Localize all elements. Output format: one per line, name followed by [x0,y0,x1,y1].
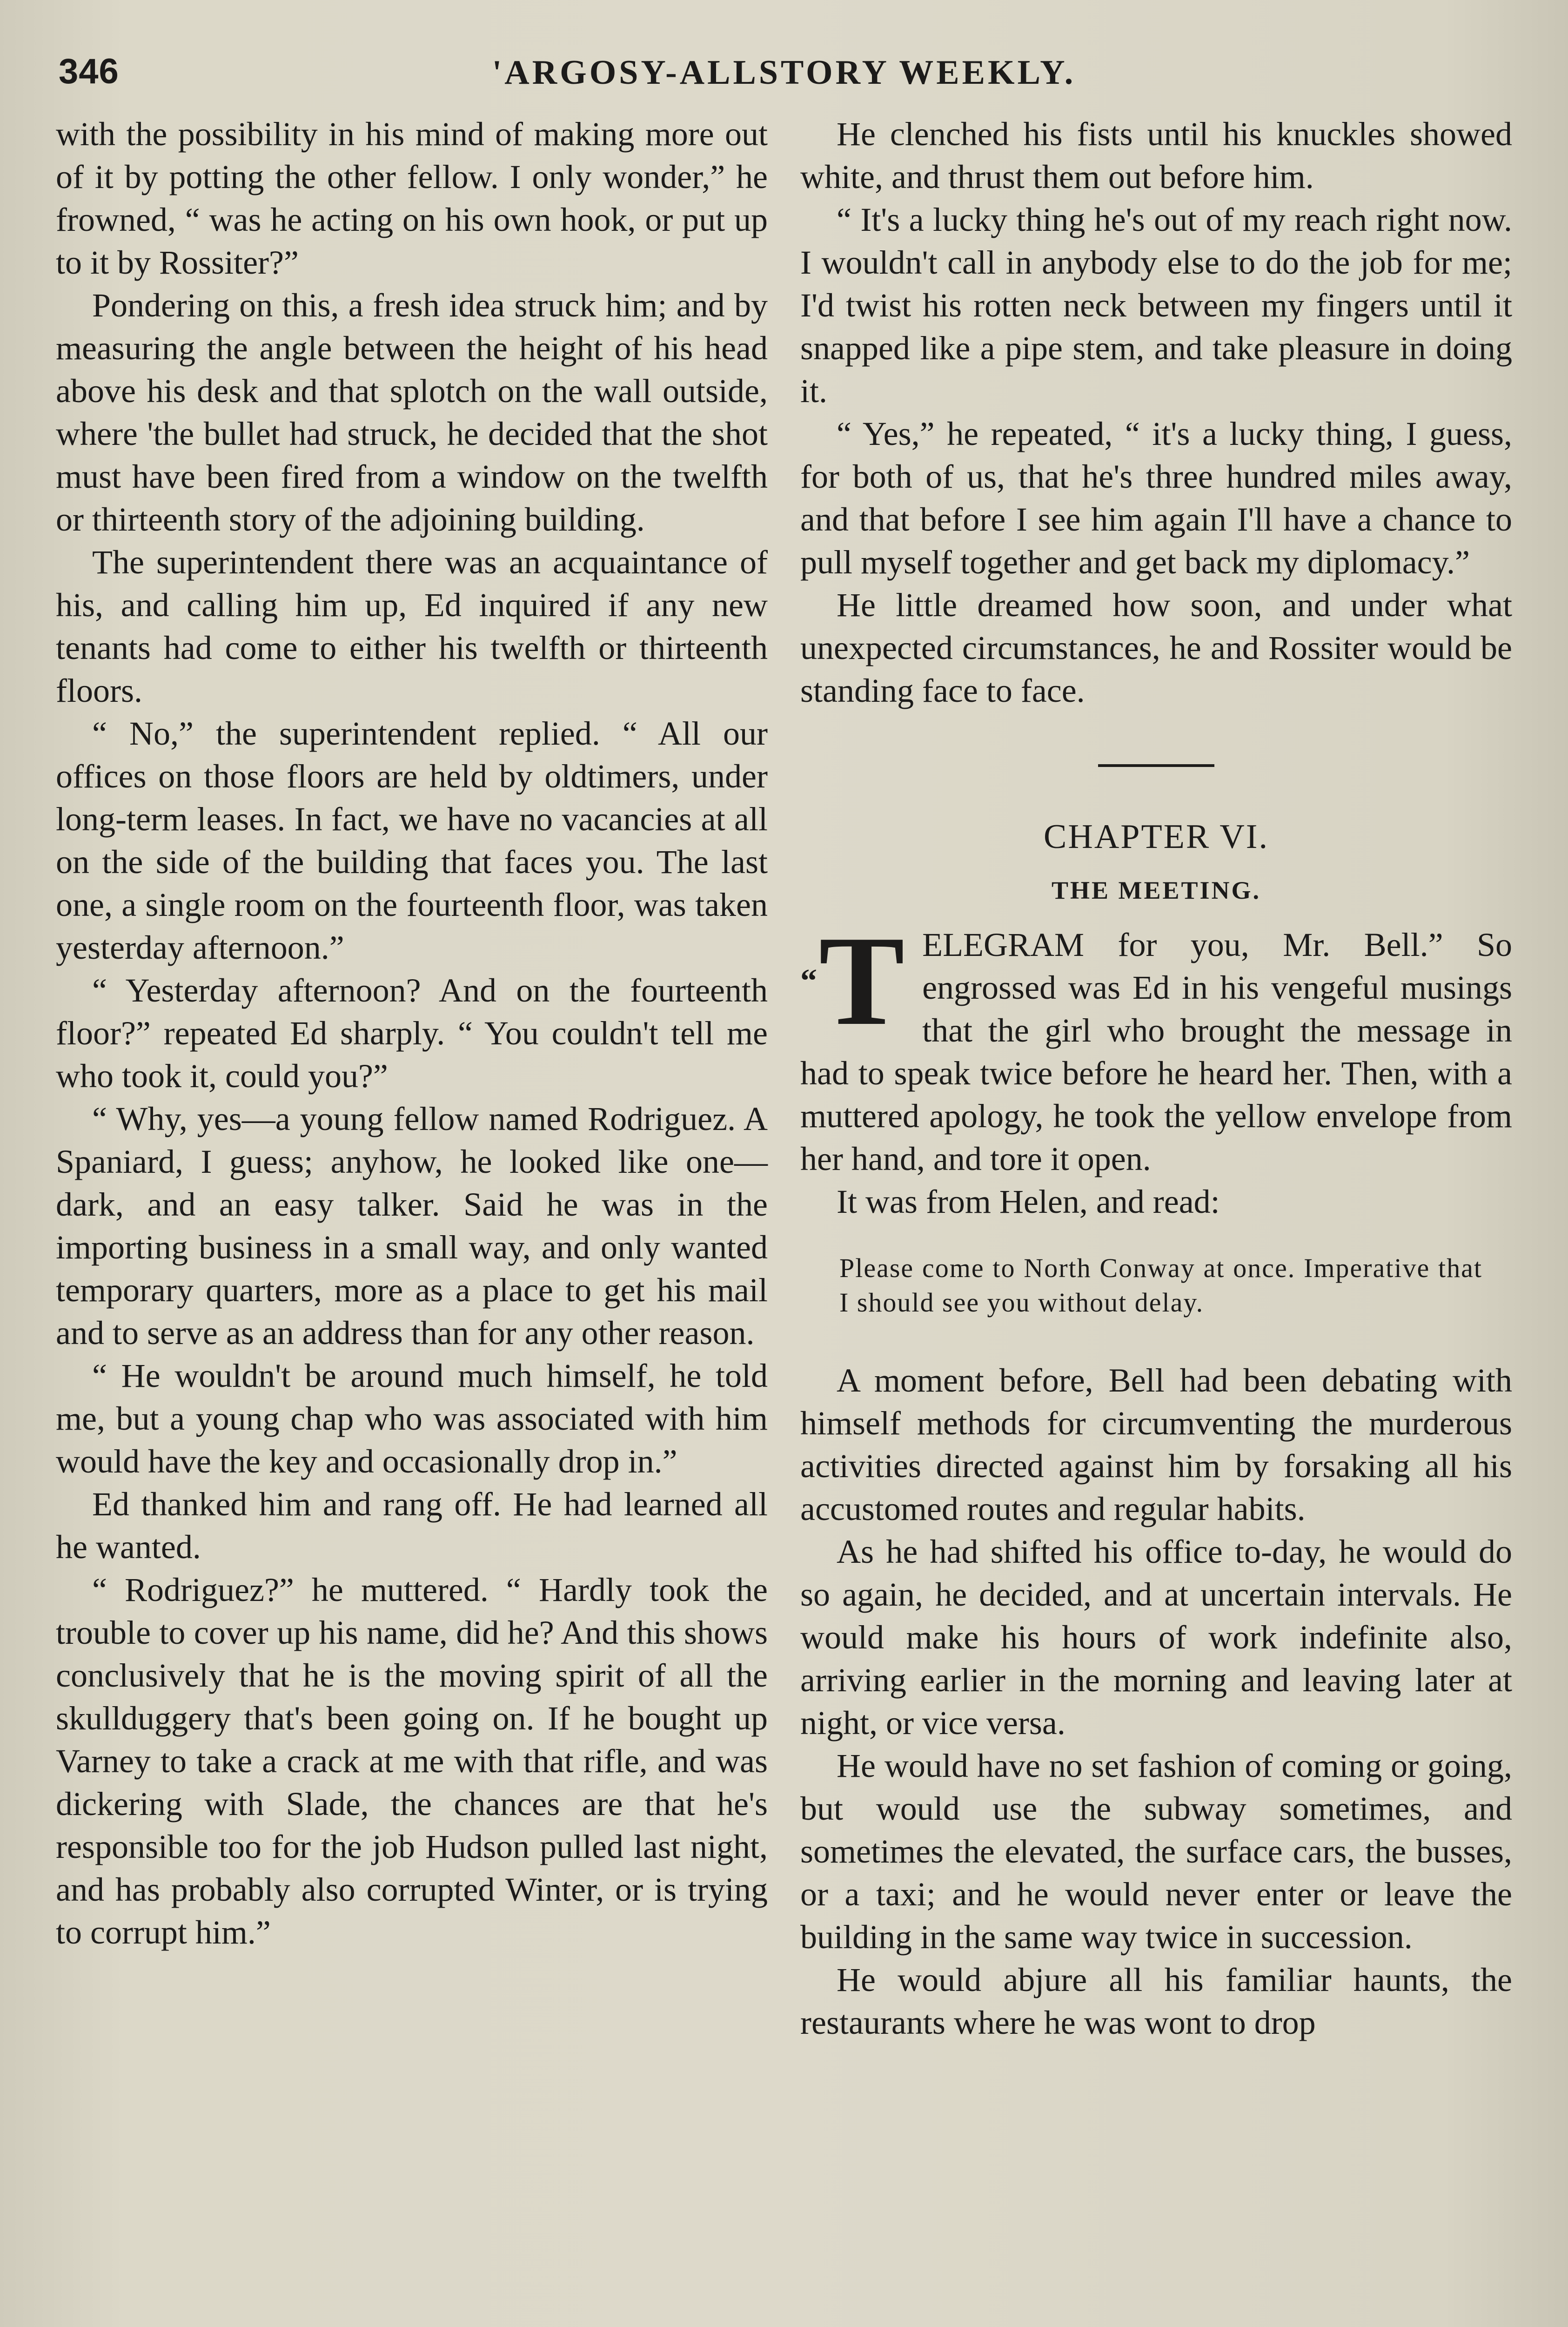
paragraph: Pondering on this, a fresh idea struck him; and by measuring the angle between the height of his head above his desk and that splotch on the wall outside, where 'the bullet had struck, he decided that the shot must have been fired from a window on the twelfth or thirteenth story of the adjoining building. [56,287,768,538]
paragraph: “ Yes,” he repeated, “ it's a lucky thing, I guess, for both of us, that he's three hundred miles away, and that before I see him again I'll have a chance to pull myself together and get back my diplomacy.” [800,415,1512,581]
drop-cap [800,909,905,1052]
drop-cap-letter: T [819,909,905,1052]
paragraph: Ed thanked him and rang off. He had learned all he wanted. [56,1486,768,1566]
paragraph: He would have no set fashion of coming or going, but would use the subway sometimes, and sometimes the elevated, the surface cars, the busses, or a taxi; and he would never enter or leave the building in the same way twice in succession. [800,1747,1512,1956]
paragraph: It was from Helen, and read: [837,1183,1220,1220]
paragraph: He clenched his fists until his knuckles showed white, and thrust them out before him. [800,115,1512,195]
paragraph: He little dreamed how soon, and under what unexpected circumstances, he and Rossiter would be standing face to face. [800,586,1512,709]
paragraph: “ Yesterday afternoon? And on the fourteenth floor?” repeated Ed sharply. “ You couldn't tell me who took it, could you?” [56,972,768,1095]
right-column [800,113,1512,2044]
chapter-opening-paragraph [800,909,1512,1180]
opening-quote: “ [800,962,817,999]
chapter-subtitle: THE MEETING. [1051,876,1261,904]
section-divider [1098,764,1214,767]
magazine-title: 'ARGOSY-ALLSTORY WEEKLY. [492,54,1076,92]
telegram-text: Please come to North Conway at once. Imperative that I should see you without delay. [839,1253,1482,1318]
page-number: 346 [59,52,119,91]
paragraph: “ It's a lucky thing he's out of my reach right now. I wouldn't call in anybody else to do the job for me; I'd twist his rotten neck between my fingers until it snapped like a pipe stem, and take pleasure in doing it. [800,201,1512,410]
telegram-quote [839,1251,1482,1320]
text-columns [56,113,1512,2044]
paragraph: A moment before, Bell had been debating with himself methods for circumventing the murderous activities directed against him by forsaking all his accustomed routes and regular habits. [800,1362,1512,1527]
running-head [56,51,1512,102]
paragraph: “ Why, yes—a young fellow named Rodriguez. A Spaniard, I guess; anyhow, he looked like one—dark, and an easy talker. Said he was in the importing business in a small way, and only wanted temporary quarters, more as a place to get his mail and to serve as an address than for any other reason. [56,1100,768,1352]
paragraph: He would abjure all his familiar haunts, the restaurants where he was wont to drop [800,1961,1512,2041]
paragraph: “ He wouldn't be around much himself, he told me, but a young chap who was associated with him would have the key and occasionally drop in.” [56,1357,768,1480]
opening-text: ELEGRAM for you, Mr. Bell.” So engrossed was Ed in his vengeful musings that the girl who brought the message in had to speak twice before he heard her. Then, with a muttered apology, he took the yellow envelope from her hand, and tore it open. [800,926,1512,1177]
left-column [56,113,768,2044]
paragraph: “ Rodriguez?” he muttered. “ Hardly took the trouble to cover up his name, did he? And this shows conclusively that he is the moving spirit of all the skullduggery that's been going on. If he bought up Varney to take a crack at me with that rifle, and was dickering with Slade, the chances are that he's responsible too for the job Hudson pulled last night, and has probably also corrupted Winter, or is trying to corrupt him.” [56,1571,768,1951]
paragraph: The superintendent there was an acquaintance of his, and calling him up, Ed inquired if any new tenants had come to either his twelfth or thirteenth floors. [56,544,768,709]
paragraph: with the possibility in his mind of making more out of it by potting the other fellow. I only wonder,” he frowned, “ was he acting on his own hook, or put up to it by Rossiter?” [56,115,768,281]
chapter-title: CHAPTER VI. [1044,818,1269,856]
paragraph: As he had shifted his office to-day, he would do so again, he decided, and at uncertain intervals. He would make his hours of work indefinite also, arriving earlier in the morning and leaving later at night, or vice versa. [800,1533,1512,1742]
paragraph: “ No,” the superintendent replied. “ All our offices on those floors are held by oldtimers, under long-term leases. In fact, we have no vacancies at all on the side of the building that faces you. The last one, a single room on the fourteenth floor, was taken yesterday afternoon.” [56,715,768,966]
